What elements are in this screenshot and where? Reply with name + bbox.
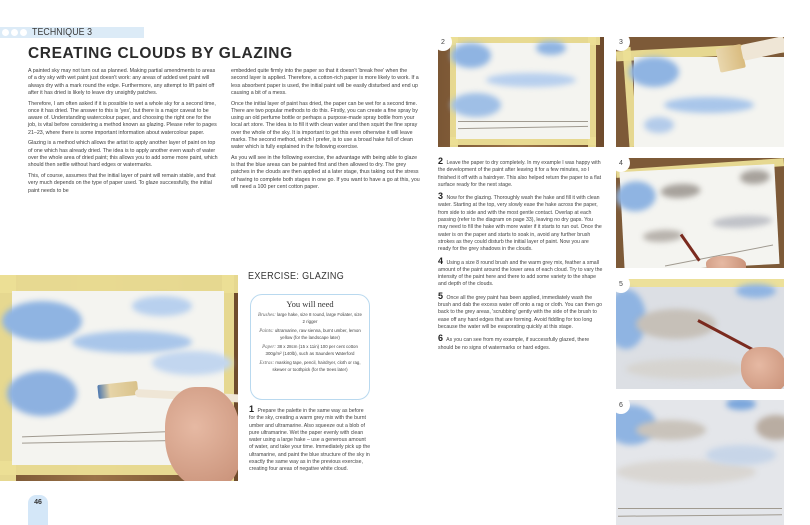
step-number: 5: [438, 290, 444, 301]
need-item-paper: Paper: 38 x 28cm (15 x 11in) 100 per cent cotton 300g/m² (140lb), such as Saunders Waterford: [262, 344, 358, 356]
technique-label: TECHNIQUE 3: [32, 27, 93, 38]
step-3: [438, 193, 603, 253]
step-text: Now for the glazing. Thoroughly wash the hake and fill it with clean water. Starting at the top, very slowly ease the hake across the paper, from side to side and with the most gentle contact. Overlap at each passing (refer to the diagram on page 33), leaving no dry gaps. You may need to fill the hake with more water if it starts to run out. Once the water is on the paper and starts to soak in, avoid any further brush strokes as they could disturb the initial layer of paint. Now you are ready for the grey shadows in the clouds.: [438, 195, 602, 253]
need-box-heading: You will need: [286, 299, 334, 309]
hand-image: [706, 256, 746, 268]
hand-image: [741, 347, 784, 389]
steps-column: [438, 158, 603, 356]
step-badge: 5: [616, 279, 630, 293]
exercise-title: EXERCISE: GLAZING: [248, 271, 345, 282]
page-number: 46: [34, 499, 42, 506]
step-4: [438, 255, 603, 289]
step-number: 6: [438, 333, 444, 344]
photo-step-1-hake: [0, 275, 238, 481]
page-number-tab: [28, 495, 48, 525]
need-item-extras: Extras: masking tape, pencil, hairdryer, cloth or rag, skewer or toothpick (for the trees later): [259, 360, 361, 372]
step-text: As you can see from my example, if successfully glazed, there should be no signs of watermarks or hard edges.: [438, 337, 590, 351]
need-item-paints: Paints: ultramarine, raw sienna, burnt umber, lemon yellow (for the landscape later): [259, 328, 361, 340]
page-title: CREATING CLOUDS BY GLAZING: [28, 45, 293, 62]
step-badge: 3: [616, 37, 630, 51]
step-text: Leave the paper to dry completely. In my example I was happy with the development of the paint after leaving it for a few minutes, so I finished it off with a hairdryer. This also helped return the paper to a flat surface ready for the next stage.: [438, 160, 602, 188]
paragraph: As you will see in the following exercise, the advantage with being able to glaze is that the blue areas can be painted first and then allowed to dry. The grey patches in the clouds are then applied at a later stage, thus taking out the stress of having to complete both stages in one go. If you want to have a go at this, you will need a 100 per cent cotton paper.: [231, 154, 420, 190]
step-number: 3: [438, 191, 444, 202]
photo-step-6: [616, 400, 784, 525]
dot-icon: [20, 29, 27, 36]
paragraph: embedded quite firmly into the paper so that it doesn't 'break free' when the second layer is applied. Therefore, a cotton-rich paper is more likely to work. If a less absorbent paper is used, the initial paint will be easily disturbed and end up causing a bit of a mess.: [231, 68, 419, 96]
dot-icon: [2, 29, 9, 36]
paragraph: A painted sky may not turn out as planned. Making partial amendments to areas of a dry sky with wet paint just doesn't work: any areas of added wet paint will always dry with a mark round the edge. Furthermore, any attempt to lift paint off after it has dried is likely to leave dry unsightly patches.: [28, 68, 216, 96]
banner-dots: [2, 29, 27, 36]
technique-banner: [0, 27, 144, 38]
dot-icon: [11, 29, 18, 36]
step-badge: 2: [438, 37, 452, 51]
you-will-need-box: [250, 294, 370, 400]
step-badge: 4: [616, 158, 630, 172]
step-badge: 6: [616, 400, 630, 414]
step-5: [438, 290, 603, 331]
paragraph: Therefore, I am often asked if it is possible to wet a whole sky for a second time, once it has dried. The answer to this is 'yes', but there is a major caveat to be aware of. Understanding watercolour paper, and choosing the right one for the job, is vital before considering a method known as glazing. Please refer to pages 21–23, where there is some important information about watercolour paper.: [28, 100, 217, 136]
step-number: 1: [249, 404, 255, 414]
step-1: [249, 406, 371, 474]
step-number: 4: [438, 255, 444, 266]
step-2: [438, 158, 603, 189]
step-text: Once all the grey paint has been applied, immediately wash the brush and dab the excess water off onto a rag or cloth. You can then go back to the grey areas, 'scrubbing' gently with the side of the brush to ease off any hard edges that are forming. Avoid fiddling for too long because the water will be evaporating quickly at this stage.: [438, 294, 602, 330]
need-item-brushes: Brushes: large hake, size 8 round, large Foliater, size 2 rigger: [258, 312, 362, 324]
paragraph: Once the initial layer of paint has dried, the paper can be wet for a second time. There are two popular methods to do this. Firstly, you can create a fine spray by using an old perfume bottle or perhaps a purpose-made spray bottle from your local art store. The idea is to fill it with clean water and then squirt the fine spray over the whole of the sky. It is important to get this even otherwise it will leave marks. The second method, which I prefer, is to use a broad hake full of clean water which is fully explained in the following exercise.: [231, 100, 418, 151]
paragraph: This, of course, assumes that the initial layer of paint will remain stable, and that very much depends on the type of paper used. To glaze successfully, the initial paint needs to be: [28, 173, 216, 194]
step-number: 2: [438, 156, 444, 166]
body-column-2: [231, 68, 421, 195]
body-column-1: [28, 68, 218, 198]
photo-step-2: [438, 37, 604, 147]
photo-step-5: [616, 279, 784, 389]
photo-step-4: [616, 158, 784, 268]
step-text: Using a size 8 round brush and the warm grey mix, feather a small amount of the paint around the lower area of each cloud. Try to vary the intensity of the paint here and there to add some variety to the shape and depth of the clouds.: [438, 259, 603, 288]
paragraph: Glazing is a method which allows the artist to apply another layer of paint on top of one which has already dried. The idea is to apply another even wash of water over the whole area of dried paint; this allows you to add some more paint, which should then settle without hard edges or watermarks.: [28, 140, 218, 169]
step-6: [438, 335, 603, 352]
hand-image: [165, 387, 238, 481]
step-text: Prepare the palette in the same way as before for the sky, creating a warm grey mix with the burnt umber and ultramarine. Also squeeze out a blob of pure ultramarine. Wet the paper evenly with clean water using a large hake – use a generous amount of water, and take your time. Immediately pick up the ultramarine, and paint the blue structure of the sky in exactly the same way as in the previous exercise, creating four areas of negative white cloud.: [249, 408, 371, 473]
photo-step-3: [616, 37, 784, 147]
